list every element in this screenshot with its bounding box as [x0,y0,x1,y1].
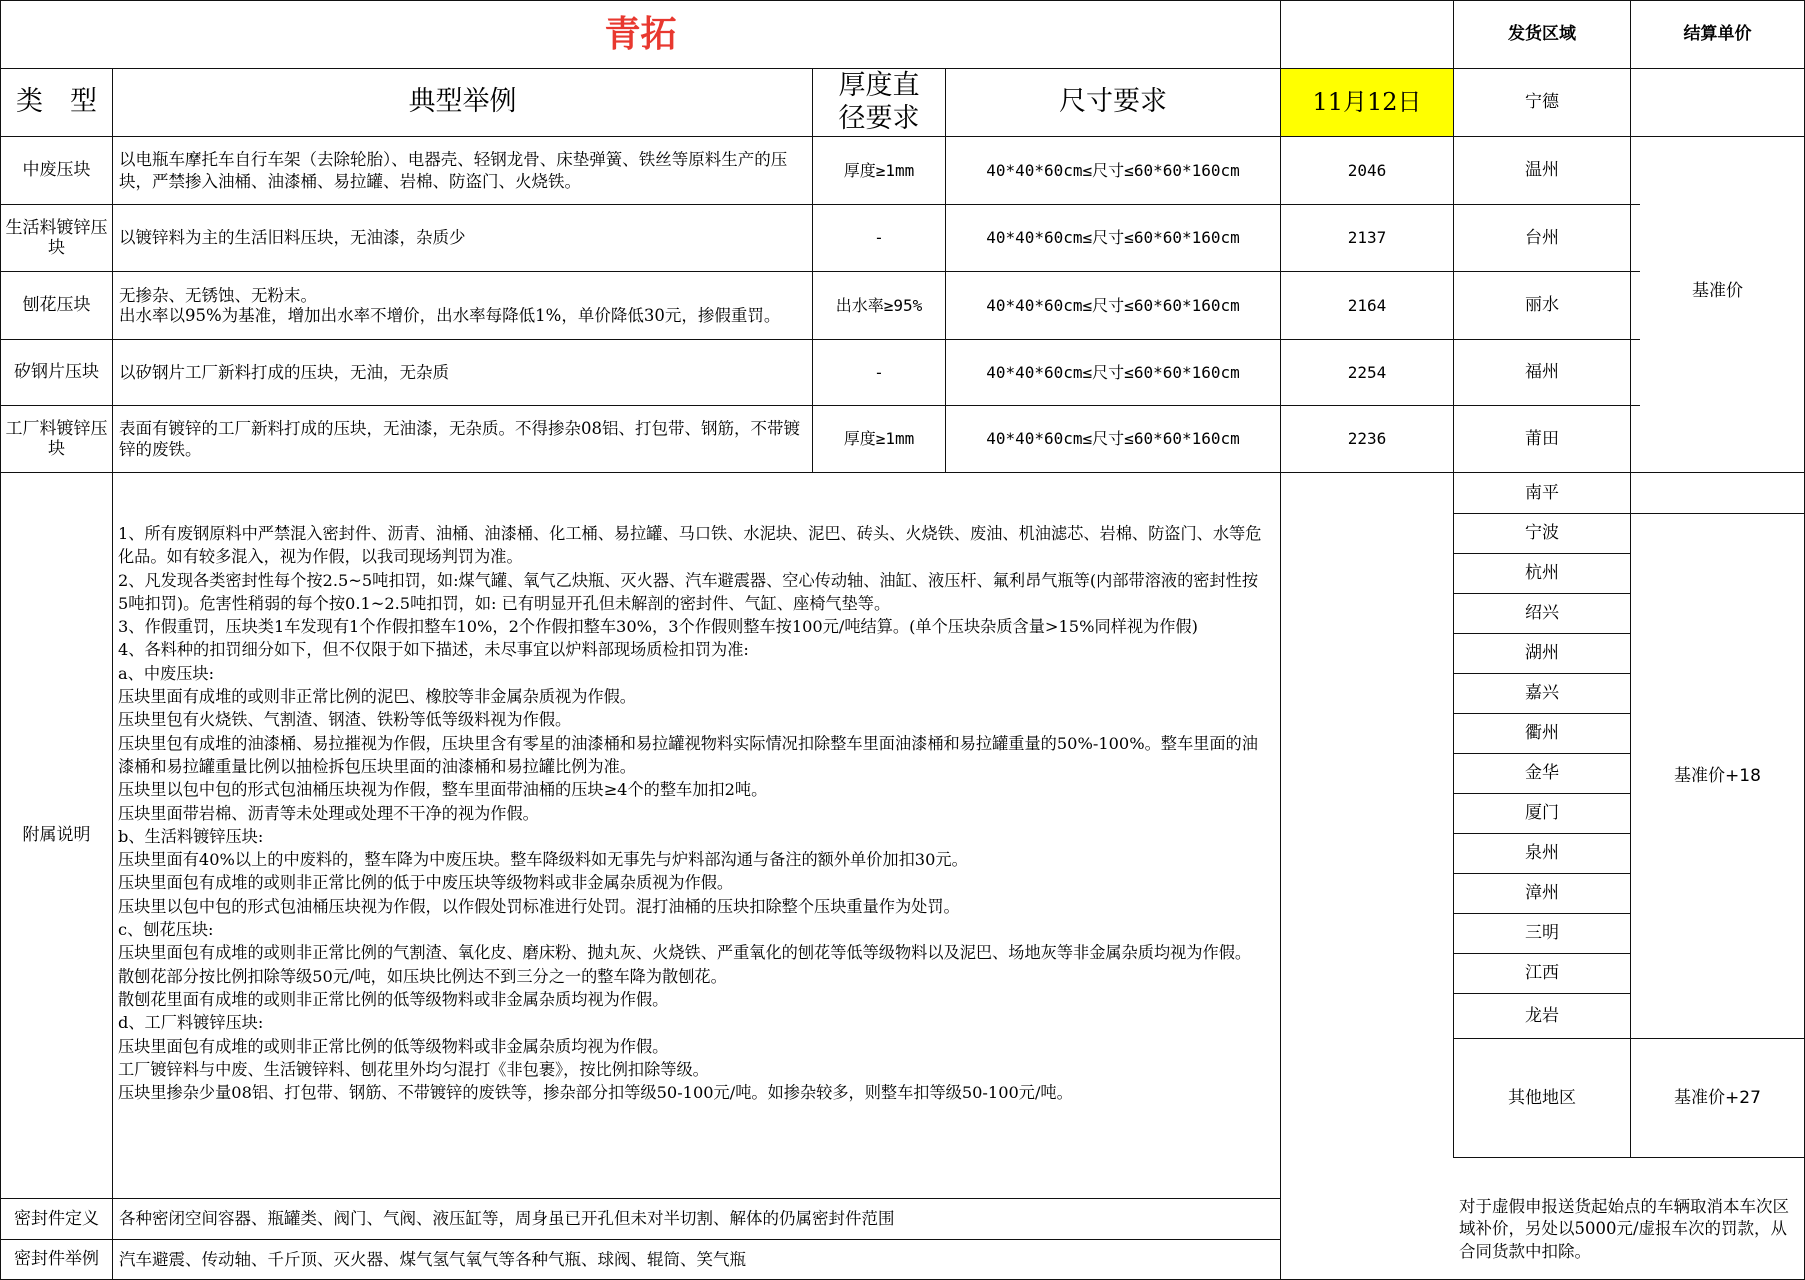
region-cell: 嘉兴 [1525,683,1559,704]
region-cell: 湖州 [1525,643,1559,664]
price-group1: 基准价 [1692,280,1743,301]
header-price: 结算单价 [1683,24,1752,45]
seal-definition-label: 密封件定义 [14,1208,99,1229]
penalty-note: 对于虚假申报送货起始点的车辆取消本车次区域补价，另处以5000元/虚报车次的罚款，从合同货款中扣除。 [1459,1197,1789,1261]
region-cell: 台州 [1525,227,1559,248]
row-desc: 以镀锌料为主的生活旧料压块，无油漆，杂质少 [119,228,466,248]
region-cell: 福州 [1525,362,1559,383]
region-cell: 金华 [1525,763,1559,784]
row-desc: 以矽钢片工厂新料打成的压块，无油，无杂质 [119,362,449,382]
region-cell: 衢州 [1525,723,1559,744]
region-cell: 三明 [1525,923,1559,944]
header-example: 典型举例 [408,86,517,118]
seal-definition-text: 各种密闭空间容器、瓶罐类、阀门、气阀、液压缸等，周身虽已开孔但未对半切割、解体的仍属密封件范围 [119,1209,895,1229]
notes-text: 1、所有废钢原料中严禁混入密封件、沥青、油桶、油漆桶、化工桶、易拉罐、马口铁、水泥块、泥巴、砖头、火烧铁、废油、机油滤芯、岩棉、防盗门、水等危化品。如有较多混入，视为作假，以我司现场判罚为准。 2、凡发现各类密封性每个按2.5~5吨扣罚，如:煤气罐、氧气乙炔瓶、灭火器、汽车避震器、空心传动轴、油缸、液压杆、氟利昂气瓶等(内部带溶液的密封性按5吨扣罚)。危害性稍弱的每个按0.1~2.5吨扣罚，如: 已有明显开孔但未解剖的密封件、气缸、座椅气垫等。 3、作假重罚，压块类1车发现有1个作假扣整车10%，2个作假扣整车30%，3个作假则整车按100元/吨结算。(单个压块杂质含量>15%同样视为作假) 4、各料种的扣罚细分如下，但不仅限于如下描述，未尽事宜以炉料部现场质检扣罚为准: a、中废压块: 压块里面有成堆的或则非正常比例的泥巴、橡胶等非金属杂质视为作假。 压块里包有火烧铁、气割渣、钢渣、铁粉等低等级料视为作假。 压块里包有成堆的油漆桶、易拉摧视为作假，压块里含有零星的油漆桶和易拉罐视物料实际情况扣除整车里面油漆桶和易拉罐重量的50%-100%。整车里面的油漆桶和易拉罐重量比例以抽检拆包压块里面的油漆桶和易拉罐比例为准。 压块里以包中包的形式包油桶压块视为作假，整车里面带油桶的压块≥4个的整车加扣2吨。 压块里面带岩棉、沥青等未处理或处理不干净的视为作假。 b、生活料镀锌压块: 压块里面有40%以上的中废料的，整车降为中废压块。整车降级料如无事先与炉料部沟通与备注的额外单价加扣30元。 压块里面包有成堆的或则非正常比例的低于中废压块等级物料或非金属杂质视为作假。 压块里以包中包的形式包油桶压块视为作假，以作假处罚标准进行处罚。混打油桶的压块扣除整个压块重量作为处罚。 c、刨花压块: 压块里面包有成堆的或则非正常比例的气割渣、氧化皮、磨床粉、抛丸灰、火烧铁、严重氧化的刨花等低等级物料以及泥巴、场地灰等非金属杂质均视为作假。 散刨花部分按比例扣除等级50元/吨，如压块比例达不到三分之一的整车降为散刨花。 散刨花里面有成堆的或则非正常比例的低等级物料或非金属杂质均视为作假。 d、工厂料镀锌压块: 压块里面包有成堆的或则非正常比例的低等级物料或非金属杂质均视为作假。 工厂镀锌料与中废、生活镀锌料、刨花里外均匀混打《非包裹》，按比例扣除等级。 压块里掺杂少量08铝、打包带、钢筋、不带镀锌的废铁等，掺杂部分扣等级50-100元/吨。如掺杂较多，则整车扣等级50-100元/吨。 [118,524,1262,1103]
row-size: 40*40*60cm≤尺寸≤60*60*160cm [986,429,1240,449]
row-type: 工厂料镀锌压块 [5,418,108,459]
row-size: 40*40*60cm≤尺寸≤60*60*160cm [986,160,1240,180]
region-cell: 厦门 [1525,803,1559,824]
row-thickness: 厚度≥1mm [843,429,915,449]
row-price: 2164 [1347,295,1387,315]
row-type: 生活料镀锌压块 [5,217,108,258]
row-desc: 无掺杂、无锈蚀、无粉末。 出水率以95%为基准，增加出水率不增价，出水率每降低1%，单价降低30元，掺假重罚。 [119,285,781,325]
notes-label: 附属说明 [22,825,91,846]
row-price: 2046 [1347,160,1387,180]
region-cell: 南平 [1525,482,1559,503]
row-type: 中废压块 [22,160,91,181]
region-cell: 温州 [1525,160,1559,181]
row-price: 2137 [1347,228,1387,248]
price-other: 基准价+27 [1674,1087,1761,1108]
region-cell: 泉州 [1525,843,1559,864]
region-cell: 漳州 [1525,883,1559,904]
row-thickness: - [874,362,884,382]
row-size: 40*40*60cm≤尺寸≤60*60*160cm [986,295,1240,315]
row-size: 40*40*60cm≤尺寸≤60*60*160cm [986,362,1240,382]
region-cell: 丽水 [1525,295,1559,316]
price-group2: 基准价+18 [1674,765,1761,786]
header-thickness: 厚度直径要求 [838,70,920,134]
region-cell: 宁波 [1525,523,1559,544]
row-price: 2254 [1347,362,1387,382]
row-type: 刨花压块 [22,295,91,316]
header-type: 类 型 [16,86,97,118]
row-type: 矽钢片压块 [14,362,99,383]
row-price: 2236 [1347,429,1387,449]
region-cell: 绍兴 [1525,603,1559,624]
region-cell: 江西 [1525,963,1559,984]
region-cell: 龙岩 [1525,1005,1559,1026]
header-date: 11月12日 [1281,69,1453,136]
seal-examples-text: 汽车避震、传动轴、千斤顶、灭火器、煤气氢气氧气等各种气瓶、球阀、辊筒、笑气瓶 [119,1249,746,1269]
row-desc: 以电瓶车摩托车自行车架（去除轮胎）、电器壳、轻钢龙骨、床垫弹簧、铁丝等原料生产的压块，严禁掺入油桶、油漆桶、易拉罐、岩棉、防盗门、火烧铁。 [119,150,788,191]
header-region: 发货区域 [1508,24,1576,45]
row-size: 40*40*60cm≤尺寸≤60*60*160cm [986,228,1240,248]
region-other: 其他地区 [1508,1087,1576,1108]
row-thickness: 出水率≥95% [835,295,923,315]
region-cell: 宁德 [1525,92,1559,113]
row-thickness: - [874,228,884,248]
region-cell: 莆田 [1525,428,1559,449]
header-size: 尺寸要求 [1059,86,1167,118]
row-desc: 表面有镀锌的工厂新料打成的压块，无油漆，无杂质。不得掺杂08铝、打包带、钢筋，不带镀锌的废铁。 [119,418,800,459]
row-thickness: 厚度≥1mm [843,160,915,180]
region-cell: 杭州 [1525,563,1559,584]
seal-examples-label: 密封件举例 [14,1249,99,1270]
sheet-title: 青拓 [604,13,677,55]
